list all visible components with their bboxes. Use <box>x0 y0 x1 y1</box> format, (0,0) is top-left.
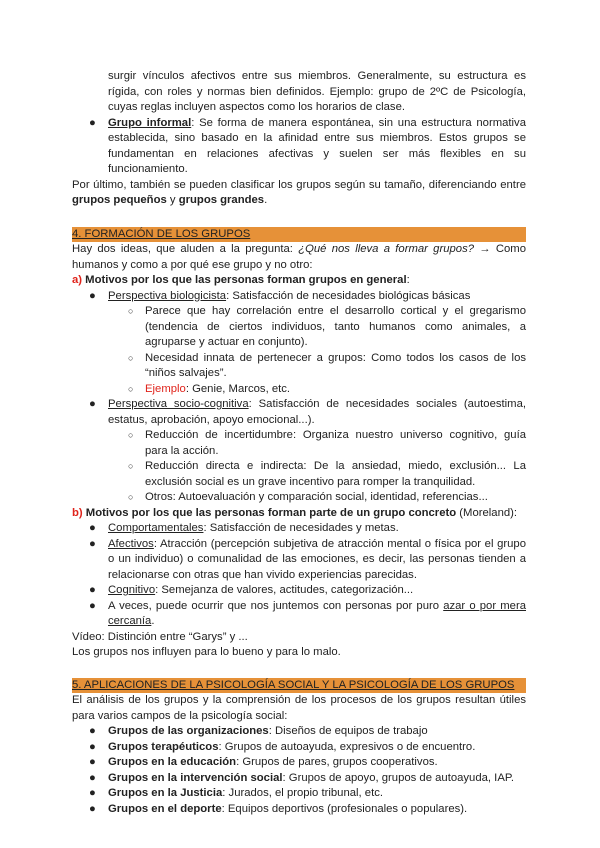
text: Otros: Autoevaluación y comparación social, identidad, referencias... <box>145 491 488 503</box>
text: (Moreland): <box>456 506 518 519</box>
heading-text: 4. FORMACIÓN DE LOS GRUPOS <box>72 227 251 240</box>
text: : Semejanza de valores, actitudes, categorización... <box>155 584 414 596</box>
circle-bullet-icon: ○ <box>128 352 134 363</box>
bullet-icon: ● <box>89 116 96 129</box>
term: Afectivos <box>108 537 154 550</box>
bullet-icon: ● <box>89 802 96 815</box>
text: . <box>151 615 155 627</box>
bullet-icon: ● <box>89 740 96 753</box>
text: : Diseños de equipos de trabajo <box>268 725 428 737</box>
text: : Grupos de apoyo, grupos de autoayuda, IAP. <box>282 771 515 784</box>
subheading-text: Motivos por los que las personas forman parte de un grupo concreto <box>82 506 457 519</box>
sub-list-item <box>72 382 526 398</box>
paragraph-intro: El análisis de los grupos y la comprensión de los procesos de los grupos resultan útiles para varios campos de la psicología social: <box>72 694 526 722</box>
text: A veces, puede ocurrir que nos juntemos con personas por puro <box>108 599 444 612</box>
text: : Grupos de pares, grupos cooperativos. <box>236 756 438 768</box>
paragraph-text: : Se forma de manera espontánea, sin una estructura normativa establecida, sino basado en la afinidad entre sus miembros. Estos grupos se fundamentan en relaciones afectivas y suelen ser más flexibles en su funcionamiento. <box>108 116 526 175</box>
term: Grupos en la intervención social <box>108 771 283 784</box>
list-item <box>72 521 526 537</box>
list-item <box>72 740 526 756</box>
text: Necesidad innata de pertenecer a grupos: Como todos los casos de los “niños salvajes”. <box>145 351 526 379</box>
heading-text: 5. APLICACIONES DE LA PSICOLOGÍA SOCIAL Y LA PSICOLOGÍA DE LOS GRUPOS <box>72 678 515 691</box>
text: : Satisfacción de necesidades sociales (autoestima, estatus, aprobación, apoyo emocional...). <box>108 398 526 426</box>
text: : Satisfacción de necesidades biológicas básicas <box>226 289 471 302</box>
list-item <box>72 583 526 599</box>
text: Reducción de incertidumbre: Organiza nuestro universo cognitivo, guía para la acción. <box>145 429 526 457</box>
sub-list-item <box>72 351 526 382</box>
term: Grupos de las organizaciones <box>108 725 269 737</box>
term: Comportamentales <box>108 522 204 534</box>
bullet-icon: ● <box>89 725 96 737</box>
term: Grupo informal <box>108 116 192 129</box>
bullet-icon: ● <box>89 522 96 534</box>
sub-list-item <box>72 459 526 490</box>
list-item-informal <box>72 116 526 178</box>
term: grupos pequeños <box>72 194 167 206</box>
list-item <box>72 802 526 818</box>
document-body <box>72 69 526 817</box>
circle-bullet-icon: ○ <box>128 430 134 440</box>
text: : Jurados, el propio tribunal, etc. <box>222 787 384 799</box>
paragraph-size <box>72 178 526 209</box>
list-item-continuation <box>72 69 526 116</box>
paragraph-intro <box>72 242 526 273</box>
text: : Genie, Marcos, etc. <box>185 382 291 395</box>
text: Reducción directa e indirecta: De la ansiedad, miedo, exclusión... La exclusión social es un grave incentivo para romper la tranquilidad. <box>145 460 526 488</box>
label: a) <box>72 274 83 286</box>
influence-note: Los grupos nos influyen para lo bueno y para lo malo. <box>72 646 341 658</box>
circle-bullet-icon: ○ <box>128 383 134 394</box>
list-item <box>72 599 526 630</box>
term: grupos grandes <box>178 194 265 206</box>
list-item <box>72 397 526 428</box>
bullet-icon: ● <box>89 537 96 550</box>
text: Hay dos ideas, que aluden a la pregunta: <box>72 243 299 255</box>
term: Grupos terapéuticos <box>108 740 219 753</box>
term: Perspectiva biologicista <box>108 289 227 302</box>
list-item <box>72 755 526 771</box>
text: : Grupos de autoayuda, expresivos o de encuentro. <box>218 740 476 753</box>
text: . <box>264 194 268 206</box>
circle-bullet-icon: ○ <box>128 492 134 502</box>
term: azar o por mera cercanía <box>108 599 526 627</box>
term: Cognitivo <box>108 584 156 596</box>
term: Grupos en la Justicia <box>108 787 223 799</box>
sub-list-item <box>72 490 526 506</box>
label: b) <box>72 506 83 519</box>
subheading-a <box>72 273 526 289</box>
subheading-text: Motivos por los que las personas forman grupos en general <box>82 274 407 286</box>
circle-bullet-icon: ○ <box>128 461 134 471</box>
paragraph-text: surgir vínculos afectivos entre sus miembros. Generalmente, su estructura es rígida, con roles y normas bien definidos. Ejemplo: grupo de 2ºC de Psicología, cuyas reglas incluyen aspectos como los horarios de clase. <box>108 70 526 113</box>
text: Parece que hay correlación entre el desarrollo cortical y el gregarismo (tendencia de ciertos individuos, tanto humanos como animales, a agruparse y actuar en conjunto). <box>145 305 526 348</box>
term: Grupos en el deporte <box>108 802 222 815</box>
section-heading-5 <box>72 678 526 694</box>
bullet-icon: ● <box>89 398 96 410</box>
circle-bullet-icon: ○ <box>128 306 134 316</box>
bullet-icon: ● <box>89 599 96 612</box>
term: Grupos en la educación <box>108 756 237 768</box>
bullet-icon: ● <box>89 787 96 799</box>
text: Por último, también se pueden clasificar los grupos según su tamaño, diferenciando entre <box>72 178 526 191</box>
section-heading-4 <box>72 227 526 243</box>
subheading-b <box>72 506 526 522</box>
bullet-icon: ● <box>89 584 96 596</box>
video-note: Vídeo: Distinción entre “Garys” y ... <box>72 630 248 643</box>
list-item <box>72 537 526 584</box>
sub-list-item <box>72 428 526 459</box>
list-item <box>72 786 526 802</box>
bullet-icon: ● <box>89 289 96 302</box>
list-item <box>72 771 526 787</box>
term: Perspectiva socio-cognitiva <box>108 398 249 410</box>
sub-list-item <box>72 304 526 351</box>
text: : Satisfacción de necesidades y metas. <box>203 522 399 534</box>
bullet-icon: ● <box>89 771 96 784</box>
bullet-icon: ● <box>89 756 96 768</box>
text: y <box>166 194 179 206</box>
text: : <box>406 274 410 286</box>
text: → Como humanos y como a por qué ese grupo y no otro: <box>72 243 526 271</box>
list-item <box>72 289 526 305</box>
list-item <box>72 724 526 740</box>
text: : Equipos deportivos (profesionales o populares). <box>221 802 468 815</box>
question: ¿Qué nos lleva a formar grupos? <box>298 243 475 255</box>
label: Ejemplo <box>145 382 186 395</box>
text: : Atracción (percepción subjetiva de atracción mental o física por el grupo o un individuo) o comunalidad de las emociones, es decir, las personas tienden a relacionarse con otras que han vivido experiencias parecidas. <box>108 537 526 581</box>
